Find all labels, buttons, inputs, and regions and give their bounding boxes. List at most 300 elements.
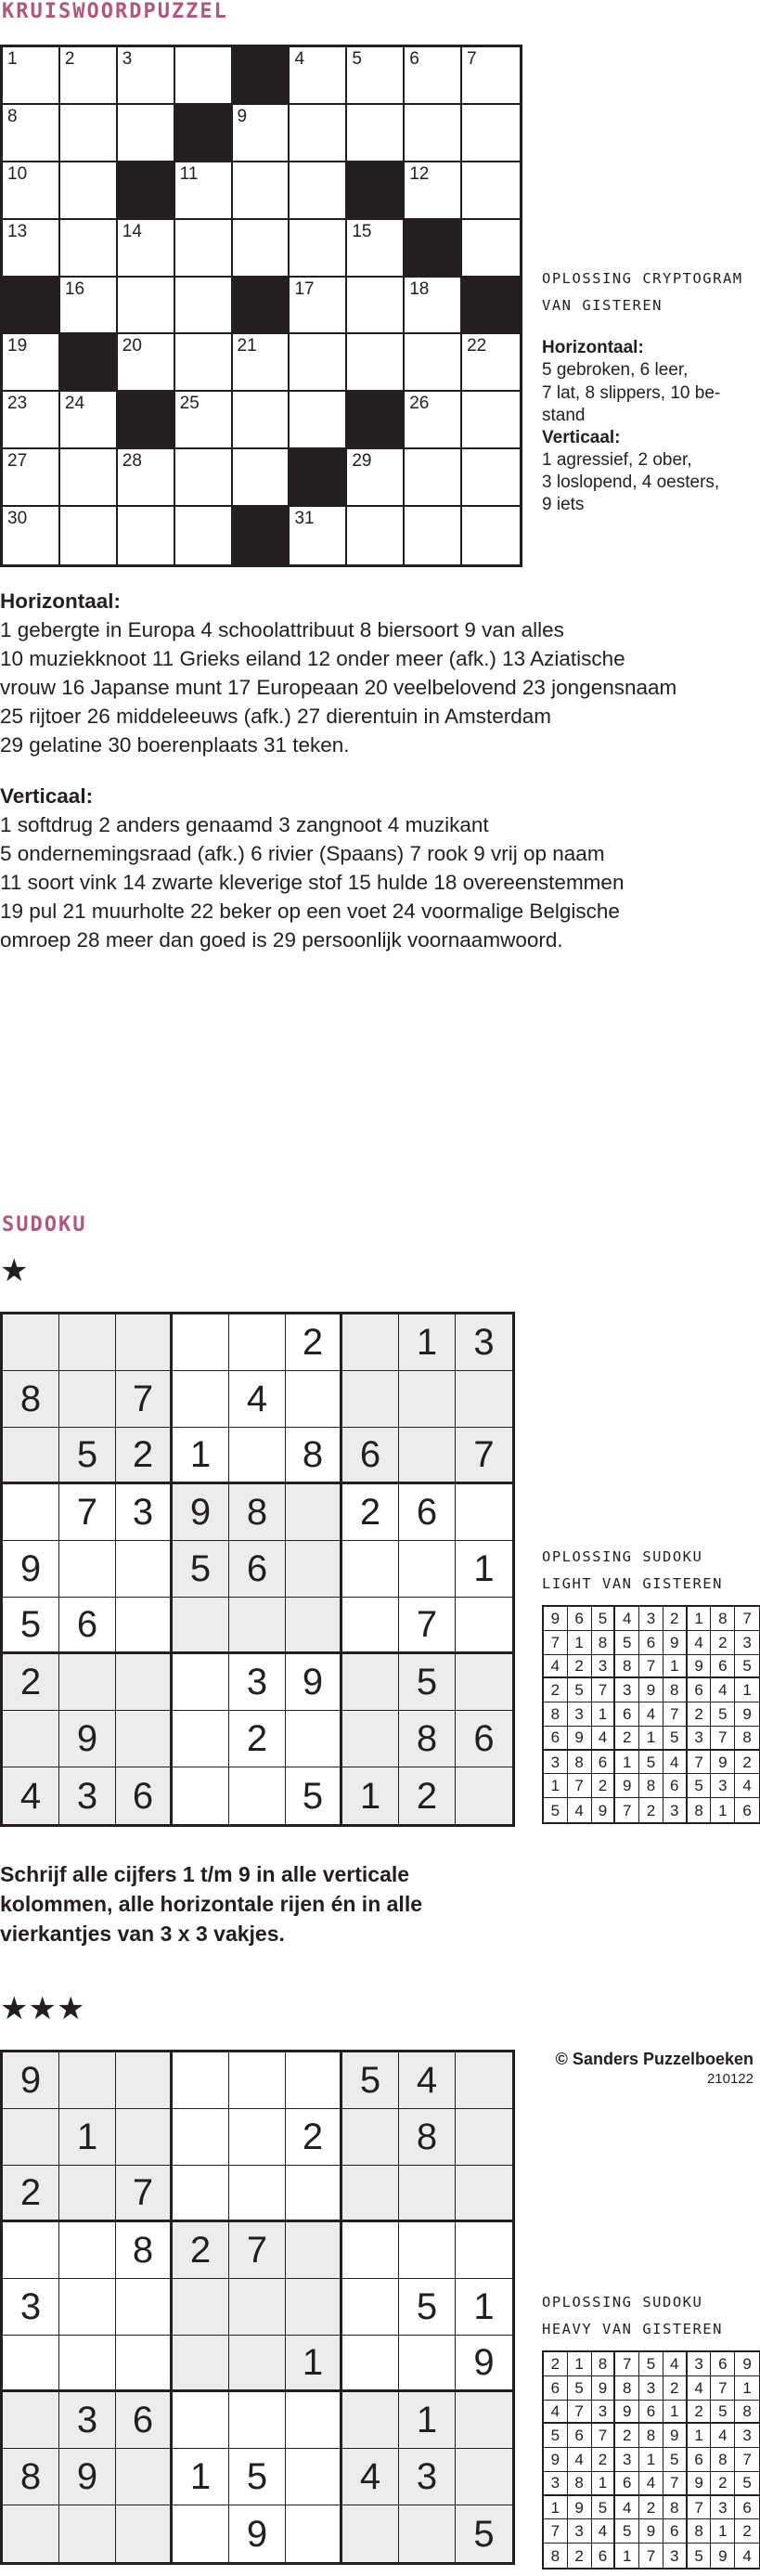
crossword-cell[interactable]: [462, 47, 520, 105]
crossword-cell[interactable]: [347, 220, 405, 278]
sudoku-empty-cell[interactable]: [59, 2505, 116, 2562]
sudoku-empty-cell[interactable]: [456, 2166, 512, 2222]
crossword-clues-horizontal: [0, 587, 756, 759]
crossword-cell[interactable]: [175, 278, 233, 335]
sudoku-empty-cell[interactable]: [456, 2449, 512, 2505]
crossword-cell[interactable]: [233, 392, 290, 449]
clue-number: 19: [7, 336, 28, 356]
clues-vertical-head: Verticaal:: [0, 784, 94, 808]
sudoku-given-cell: 8: [286, 1428, 342, 1484]
crossword-cell[interactable]: [405, 278, 462, 335]
clue-number: 12: [409, 163, 430, 184]
solution-cell: 9: [735, 2352, 759, 2376]
sudoku-empty-cell[interactable]: [116, 2052, 173, 2109]
clue-number: 26: [409, 394, 430, 414]
copyright-text: © Sanders Puzzelboeken: [555, 2050, 754, 2068]
sudoku-empty-cell[interactable]: [399, 1371, 456, 1428]
crossword-cell[interactable]: [347, 278, 405, 335]
clue-number: 14: [122, 221, 142, 241]
crossword-cell[interactable]: [405, 334, 462, 392]
solution-cell: 2: [711, 2472, 735, 2496]
crossword-cell[interactable]: [347, 449, 405, 507]
sudoku-empty-cell[interactable]: [3, 1484, 59, 1541]
sudoku-given-cell: 5: [456, 2505, 512, 2562]
solution-cell: 7: [663, 2472, 688, 2496]
solution-cell: 2: [568, 1655, 592, 1679]
solution-cell: 7: [568, 1774, 592, 1798]
crossword-cell[interactable]: [462, 507, 520, 564]
crossword-cell[interactable]: [3, 162, 60, 220]
crossword-black-cell: [118, 392, 175, 449]
solution-cell: 1: [663, 1655, 688, 1679]
solution-cell: 3: [663, 1798, 688, 1822]
sudoku-empty-cell[interactable]: [229, 2052, 286, 2109]
sudoku-given-cell: 5: [173, 1541, 229, 1598]
solution-cell: 1: [735, 1678, 759, 1702]
solution-cell: 3: [663, 2544, 688, 2568]
sudoku-given-cell: 7: [229, 2222, 286, 2279]
sudoku-empty-cell[interactable]: [286, 1371, 342, 1428]
sudoku-empty-cell[interactable]: [116, 1654, 173, 1711]
solution-cell: 5: [711, 1702, 735, 1727]
sudoku-empty-cell[interactable]: [286, 1484, 342, 1541]
sudoku-empty-cell[interactable]: [342, 2279, 399, 2336]
sudoku-light-solution-grid: [542, 1605, 760, 1824]
sudoku-light-solution-caption: [542, 1544, 760, 1597]
sudoku-empty-cell[interactable]: [173, 1767, 229, 1824]
sudoku-light-solution-caption-line2: LIGHT VAN GISTEREN: [542, 1574, 723, 1592]
sudoku-empty-cell[interactable]: [456, 2392, 512, 2449]
sudoku-title: SUDOKU: [2, 1213, 87, 1236]
crossword-cell[interactable]: [60, 47, 118, 105]
solution-cell: 4: [711, 1678, 735, 1702]
crossword-cell[interactable]: [405, 449, 462, 507]
crossword-solution-vertical-head: Verticaal:: [542, 427, 621, 447]
crossword-cell[interactable]: [175, 392, 233, 449]
sudoku-empty-cell[interactable]: [116, 1711, 173, 1767]
solution-cell: 6: [615, 1702, 639, 1727]
sudoku-empty-cell[interactable]: [286, 1541, 342, 1598]
sudoku-given-cell: 1: [342, 1767, 399, 1824]
solution-cell: 2: [663, 1607, 688, 1631]
sudoku-given-cell: 5: [59, 1428, 116, 1484]
solution-cell: 6: [544, 1727, 568, 1751]
crossword-cell[interactable]: [3, 334, 60, 392]
crossword-cell[interactable]: [462, 105, 520, 162]
clue-number: 8: [7, 106, 18, 126]
sudoku-empty-cell[interactable]: [286, 2222, 342, 2279]
sudoku-given-cell: 9: [173, 1484, 229, 1541]
solution-cell: 4: [592, 2519, 616, 2544]
sudoku-empty-cell[interactable]: [3, 1711, 59, 1767]
sudoku-empty-cell[interactable]: [286, 2392, 342, 2449]
sudoku-heavy-solution-caption: [542, 2289, 760, 2342]
sudoku-given-cell: 9: [59, 1711, 116, 1767]
sudoku-empty-cell[interactable]: [342, 1654, 399, 1711]
sudoku-given-cell: 8: [399, 1711, 456, 1767]
crossword-cell[interactable]: [233, 105, 290, 162]
crossword-cell[interactable]: [60, 278, 118, 335]
sudoku-empty-cell[interactable]: [229, 2279, 286, 2336]
sudoku-given-cell: 9: [456, 2336, 512, 2392]
solution-cell: 2: [735, 2519, 759, 2544]
solution-cell: 2: [615, 1727, 639, 1751]
solution-cell: 1: [592, 1702, 616, 1727]
crossword-cell[interactable]: [3, 507, 60, 564]
crossword-cell[interactable]: [233, 334, 290, 392]
sudoku-empty-cell[interactable]: [342, 1711, 399, 1767]
sudoku-empty-cell[interactable]: [286, 2505, 342, 2562]
sudoku-empty-cell[interactable]: [399, 2222, 456, 2279]
crossword-cell[interactable]: [118, 47, 175, 105]
sudoku-given-cell: 1: [173, 1428, 229, 1484]
sudoku-empty-cell[interactable]: [3, 2109, 59, 2166]
clue-number: 17: [294, 278, 315, 299]
solution-cell: 4: [615, 2496, 639, 2520]
sudoku-empty-cell[interactable]: [342, 2109, 399, 2166]
solution-cell: 8: [615, 2376, 639, 2401]
crossword-solution-vertical-line: 9 iets: [542, 495, 585, 515]
crossword-cell[interactable]: [233, 449, 290, 507]
crossword-cell[interactable]: [3, 220, 60, 278]
crossword-cell[interactable]: [3, 47, 60, 105]
crossword-cell[interactable]: [347, 47, 405, 105]
sudoku-empty-cell[interactable]: [116, 1598, 173, 1654]
sudoku-empty-cell[interactable]: [342, 1371, 399, 1428]
sudoku-empty-cell[interactable]: [173, 2109, 229, 2166]
sudoku-empty-cell[interactable]: [116, 1314, 173, 1371]
solution-cell: 1: [568, 2352, 592, 2376]
sudoku-empty-cell[interactable]: [116, 1541, 173, 1598]
sudoku-empty-cell[interactable]: [3, 2336, 59, 2392]
crossword-cell[interactable]: [118, 334, 175, 392]
solution-cell: 9: [544, 2448, 568, 2472]
crossword-cell[interactable]: [60, 105, 118, 162]
sudoku-empty-cell[interactable]: [229, 1767, 286, 1824]
sudoku-empty-cell[interactable]: [342, 2222, 399, 2279]
sudoku-empty-cell[interactable]: [3, 1428, 59, 1484]
crossword-solution-horizontal-line: stand: [542, 405, 586, 425]
crossword-cell[interactable]: [290, 162, 347, 220]
sudoku-empty-cell[interactable]: [173, 2505, 229, 2562]
sudoku-empty-cell[interactable]: [59, 2052, 116, 2109]
solution-cell: 7: [735, 1607, 759, 1631]
crossword-cell[interactable]: [290, 220, 347, 278]
solution-cell: 7: [688, 2496, 712, 2520]
crossword-cell[interactable]: [290, 507, 347, 564]
sudoku-empty-cell[interactable]: [229, 2109, 286, 2166]
sudoku-empty-cell[interactable]: [456, 1654, 512, 1711]
solution-cell: 2: [735, 1751, 759, 1775]
sudoku-empty-cell[interactable]: [342, 1598, 399, 1654]
crossword-cell[interactable]: [233, 162, 290, 220]
sudoku-given-cell: 8: [3, 1371, 59, 1428]
sudoku-heavy-grid: [0, 2050, 515, 2565]
crossword-cell[interactable]: [60, 392, 118, 449]
solution-cell: 1: [688, 2424, 712, 2448]
sudoku-empty-cell[interactable]: [229, 2392, 286, 2449]
sudoku-empty-cell[interactable]: [59, 1314, 116, 1371]
crossword-cell[interactable]: [118, 220, 175, 278]
sudoku-empty-cell[interactable]: [286, 2166, 342, 2222]
solution-cell: 7: [711, 2376, 735, 2401]
solution-cell: 9: [592, 2376, 616, 2401]
solution-cell: 9: [615, 2401, 639, 2425]
crossword-cell[interactable]: [175, 47, 233, 105]
sudoku-empty-cell[interactable]: [173, 2336, 229, 2392]
crossword-cell[interactable]: [175, 220, 233, 278]
solution-cell: 6: [568, 2424, 592, 2448]
crossword-cell[interactable]: [347, 105, 405, 162]
solution-cell: 6: [544, 2376, 568, 2401]
crossword-cell[interactable]: [175, 334, 233, 392]
solution-cell: 8: [544, 1702, 568, 1727]
sudoku-empty-cell[interactable]: [286, 2279, 342, 2336]
crossword-cell[interactable]: [290, 47, 347, 105]
crossword-cell[interactable]: [3, 449, 60, 507]
clue-number: 11: [179, 163, 199, 184]
sudoku-empty-cell[interactable]: [229, 1314, 286, 1371]
sudoku-given-cell: 1: [59, 2109, 116, 2166]
sudoku-given-cell: 8: [229, 1484, 286, 1541]
solution-cell: 7: [544, 1631, 568, 1655]
crossword-cell[interactable]: [60, 507, 118, 564]
sudoku-empty-cell[interactable]: [173, 1711, 229, 1767]
sudoku-empty-cell[interactable]: [399, 2336, 456, 2392]
crossword-solution-horizontal-line: 5 gebroken, 6 leer,: [542, 360, 689, 381]
sudoku-given-cell: 5: [229, 2449, 286, 2505]
crossword-cell[interactable]: [118, 105, 175, 162]
crossword-clues-vertical: [0, 782, 756, 954]
solution-cell: 1: [615, 2544, 639, 2568]
solution-cell: 8: [615, 1655, 639, 1679]
crossword-cell[interactable]: [462, 220, 520, 278]
sudoku-instructions: Schrijf alle cijfers 1 t/m 9 in alle verticale kolommen, alle horizontale rijen én in alle vierkantjes van 3 x 3 vakjes.: [0, 1862, 423, 1947]
sudoku-empty-cell[interactable]: [286, 2052, 342, 2109]
sudoku-empty-cell[interactable]: [3, 2222, 59, 2279]
clue-line: 25 rijtoer 26 middeleeuws (afk.) 27 dierentuin in Amsterdam: [0, 705, 552, 729]
sudoku-empty-cell[interactable]: [342, 2392, 399, 2449]
solution-cell: 1: [639, 2448, 663, 2472]
solution-cell: 6: [615, 2472, 639, 2496]
crossword-cell[interactable]: [290, 105, 347, 162]
solution-cell: 7: [568, 2401, 592, 2425]
crossword-cell[interactable]: [175, 449, 233, 507]
solution-cell: 8: [711, 1607, 735, 1631]
sudoku-given-cell: 7: [59, 1484, 116, 1541]
sudoku-empty-cell[interactable]: [342, 2505, 399, 2562]
solution-cell: 2: [592, 2448, 616, 2472]
solution-cell: 3: [735, 1631, 759, 1655]
crossword-grid: [0, 45, 522, 567]
solution-cell: 4: [639, 1702, 663, 1727]
sudoku-empty-cell[interactable]: [59, 1541, 116, 1598]
solution-cell: 9: [711, 1751, 735, 1775]
crossword-solution-horizontal-head: Horizontaal:: [542, 338, 644, 358]
solution-cell: 7: [639, 1655, 663, 1679]
sudoku-empty-cell[interactable]: [59, 2222, 116, 2279]
solution-cell: 2: [615, 2424, 639, 2448]
sudoku-empty-cell[interactable]: [173, 1371, 229, 1428]
solution-cell: 9: [639, 1678, 663, 1702]
crossword-black-cell: [3, 278, 60, 335]
sudoku-empty-cell[interactable]: [173, 2279, 229, 2336]
crossword-cell[interactable]: [405, 47, 462, 105]
sudoku-empty-cell[interactable]: [3, 1314, 59, 1371]
solution-cell: 2: [688, 2401, 712, 2425]
crossword-black-cell: [175, 105, 233, 162]
crossword-cell[interactable]: [233, 220, 290, 278]
solution-cell: 5: [568, 1678, 592, 1702]
sudoku-empty-cell[interactable]: [399, 1428, 456, 1484]
sudoku-empty-cell[interactable]: [229, 2166, 286, 2222]
solution-cell: 2: [639, 1798, 663, 1822]
clue-number: 18: [409, 278, 430, 299]
crossword-black-cell: [118, 162, 175, 220]
sudoku-empty-cell[interactable]: [456, 2222, 512, 2279]
sudoku-given-cell: 3: [116, 1484, 173, 1541]
solution-cell: 8: [663, 1678, 688, 1702]
solution-cell: 8: [568, 2472, 592, 2496]
sudoku-given-cell: 4: [399, 2052, 456, 2109]
sudoku-empty-cell[interactable]: [342, 1314, 399, 1371]
crossword-cell[interactable]: [405, 392, 462, 449]
sudoku-empty-cell[interactable]: [286, 1598, 342, 1654]
sudoku-empty-cell[interactable]: [342, 2166, 399, 2222]
sudoku-empty-cell[interactable]: [116, 2109, 173, 2166]
crossword-cell[interactable]: [347, 334, 405, 392]
sudoku-given-cell: 1: [456, 1541, 512, 1598]
crossword-cell[interactable]: [3, 105, 60, 162]
solution-cell: 3: [639, 1607, 663, 1631]
crossword-cell[interactable]: [462, 449, 520, 507]
crossword-cell[interactable]: [405, 162, 462, 220]
sudoku-empty-cell[interactable]: [286, 1711, 342, 1767]
crossword-cell[interactable]: [290, 334, 347, 392]
solution-cell: 5: [544, 2424, 568, 2448]
solution-cell: 4: [544, 1655, 568, 1679]
crossword-cell[interactable]: [347, 507, 405, 564]
sudoku-empty-cell[interactable]: [342, 1541, 399, 1598]
sudoku-empty-cell[interactable]: [342, 2336, 399, 2392]
sudoku-given-cell: 3: [59, 1767, 116, 1824]
sudoku-empty-cell[interactable]: [229, 1428, 286, 1484]
sudoku-empty-cell[interactable]: [399, 1541, 456, 1598]
sudoku-given-cell: 5: [286, 1767, 342, 1824]
crossword-cell[interactable]: [405, 507, 462, 564]
crossword-cell[interactable]: [3, 392, 60, 449]
sudoku-empty-cell[interactable]: [456, 1371, 512, 1428]
sudoku-empty-cell[interactable]: [399, 2166, 456, 2222]
sudoku-given-cell: 8: [399, 2109, 456, 2166]
sudoku-given-cell: 1: [286, 2336, 342, 2392]
sudoku-empty-cell[interactable]: [456, 1484, 512, 1541]
sudoku-empty-cell[interactable]: [116, 2505, 173, 2562]
crossword-cell[interactable]: [118, 449, 175, 507]
sudoku-empty-cell[interactable]: [59, 1371, 116, 1428]
sudoku-empty-cell[interactable]: [456, 2109, 512, 2166]
sudoku-empty-cell[interactable]: [116, 2449, 173, 2505]
sudoku-empty-cell[interactable]: [173, 1654, 229, 1711]
sudoku-empty-cell[interactable]: [456, 1767, 512, 1824]
sudoku-empty-cell[interactable]: [456, 1598, 512, 1654]
sudoku-empty-cell[interactable]: [173, 2392, 229, 2449]
sudoku-given-cell: 6: [229, 1541, 286, 1598]
crossword-cell[interactable]: [118, 278, 175, 335]
crossword-solution-vertical-line: 3 loslopend, 4 oesters,: [542, 472, 720, 493]
sudoku-empty-cell[interactable]: [286, 2449, 342, 2505]
sudoku-empty-cell[interactable]: [173, 2052, 229, 2109]
sudoku-empty-cell[interactable]: [229, 2336, 286, 2392]
solution-cell: 2: [568, 2544, 592, 2568]
crossword-solution-horizontal-line: 7 lat, 8 slippers, 10 be-: [542, 382, 721, 403]
crossword-cell[interactable]: [60, 449, 118, 507]
solution-cell: 6: [639, 2401, 663, 2425]
clue-number: 6: [409, 49, 419, 69]
crossword-cell[interactable]: [290, 392, 347, 449]
sudoku-empty-cell[interactable]: [116, 2336, 173, 2392]
solution-cell: 8: [735, 1727, 759, 1751]
solution-cell: 6: [568, 1607, 592, 1631]
crossword-black-cell: [233, 507, 290, 564]
sudoku-empty-cell[interactable]: [59, 2166, 116, 2222]
sudoku-empty-cell[interactable]: [173, 1314, 229, 1371]
crossword-cell[interactable]: [60, 220, 118, 278]
crossword-cell[interactable]: [290, 278, 347, 335]
clue-line: omroep 28 meer dan goed is 29 persoonlijk voornaamwoord.: [0, 928, 563, 952]
sudoku-given-cell: 3: [229, 1654, 286, 1711]
crossword-cell[interactable]: [462, 334, 520, 392]
sudoku-given-cell: 3: [456, 1314, 512, 1371]
clue-number: 21: [237, 336, 257, 356]
solution-cell: 7: [615, 1798, 639, 1822]
clue-number: 13: [7, 221, 28, 241]
sudoku-empty-cell[interactable]: [399, 2505, 456, 2562]
sudoku-empty-cell[interactable]: [59, 2336, 116, 2392]
solution-cell: 3: [639, 2376, 663, 2401]
solution-cell: 1: [735, 2376, 759, 2401]
crossword-cell[interactable]: [462, 392, 520, 449]
crossword-cell[interactable]: [175, 507, 233, 564]
solution-cell: 3: [711, 1774, 735, 1798]
sudoku-empty-cell[interactable]: [116, 2279, 173, 2336]
sudoku-empty-cell[interactable]: [3, 2505, 59, 2562]
clue-number: 9: [237, 106, 248, 126]
sudoku-empty-cell[interactable]: [456, 2052, 512, 2109]
sudoku-empty-cell[interactable]: [173, 2166, 229, 2222]
sudoku-given-cell: 2: [286, 2109, 342, 2166]
crossword-cell[interactable]: [405, 105, 462, 162]
sudoku-empty-cell[interactable]: [59, 1654, 116, 1711]
sudoku-empty-cell[interactable]: [173, 1598, 229, 1654]
sudoku-empty-cell[interactable]: [229, 1598, 286, 1654]
crossword-cell[interactable]: [118, 507, 175, 564]
solution-cell: 5: [639, 1751, 663, 1775]
sudoku-given-cell: 6: [342, 1428, 399, 1484]
crossword-cell[interactable]: [462, 162, 520, 220]
sudoku-empty-cell[interactable]: [59, 2279, 116, 2336]
crossword-cell[interactable]: [175, 162, 233, 220]
solution-cell: 1: [711, 2519, 735, 2544]
sudoku-empty-cell[interactable]: [3, 2392, 59, 2449]
sudoku-given-cell: 7: [456, 1428, 512, 1484]
puzzle-code: 210122: [706, 2071, 754, 2088]
sudoku-given-cell: 4: [342, 2449, 399, 2505]
solution-cell: 1: [711, 1798, 735, 1822]
solution-cell: 7: [639, 2544, 663, 2568]
crossword-cell[interactable]: [60, 162, 118, 220]
solution-cell: 6: [688, 2448, 712, 2472]
